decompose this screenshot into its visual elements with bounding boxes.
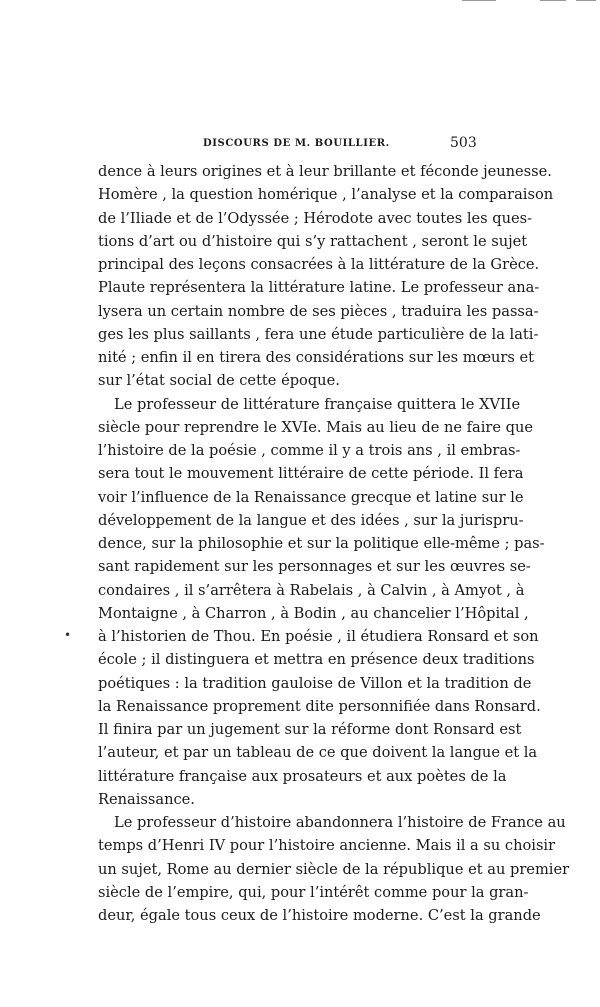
text-line: l’histoire de la poésie , comme il y a trois ans , il embras- xyxy=(98,442,521,459)
text-line: de l’Iliade et de l’Odyssée ; Hérodote avec toutes les ques- xyxy=(98,209,533,227)
text-line: principal des leçons consacrées à la littérature de la Grèce. xyxy=(98,256,540,273)
text-line: deur, égale tous ceux de l’histoire moderne. C’est la grande xyxy=(98,907,541,924)
text-line: temps d’Henri IV pour l’histoire ancienne. Mais il a su choisir xyxy=(98,837,556,855)
top-edge-rule xyxy=(462,0,496,1)
text-line: lysera un certain nombre de ses pièces , traduira les passa- xyxy=(98,302,539,320)
text-line: école ; il distinguera et mettra en présence deux traditions xyxy=(98,651,535,669)
text-line: ges les plus saillants , fera une étude particulière de la lati- xyxy=(98,325,539,343)
text-line: sera tout le mouvement littéraire de cette période. Il fera xyxy=(98,465,524,483)
text-line: Renaissance. xyxy=(98,790,195,808)
text-line: littérature française aux prosateurs et aux poètes de la xyxy=(98,767,507,785)
text-line: condaires , il s’arrêtera à Rabelais , à Calvin , à Amyot , à xyxy=(98,581,525,599)
text-line: dence, sur la philosophie et sur la politique elle-même ; pas- xyxy=(98,535,545,552)
text-line: sur l’état social de cette époque. xyxy=(98,372,340,390)
text-line: la Renaissance proprement dite personnifiée dans Ronsard. xyxy=(98,697,541,715)
text-line: tions d’art ou d’histoire qui s’y rattachent , seront le sujet xyxy=(98,232,528,250)
text-line: voir l’influence de la Renaissance grecque et latine sur le xyxy=(98,488,524,506)
text-line: sant rapidement sur les personnages et sur les œuvres se- xyxy=(98,558,531,576)
text-line: l’auteur, et par un tableau de ce que doivent la langue et la xyxy=(98,744,538,762)
text-line: à l’historien de Thou. En poésie , il étudiera Ronsard et son xyxy=(98,628,539,645)
text-line: nité ; enfin il en tirera des considérations sur les mœurs et xyxy=(98,349,535,366)
text-line: développement de la langue et des idées , sur la jurispru- xyxy=(98,511,524,529)
top-edge-rule xyxy=(576,0,596,1)
running-head xyxy=(0,135,600,158)
text-line: Homère , la question homérique , l’analyse et la comparaison xyxy=(98,186,554,204)
text-line: Il finira par un jugement sur la réforme dont Ronsard est xyxy=(98,721,522,738)
text-line: dence à leurs origines et à leur brillante et féconde jeunesse. xyxy=(98,163,552,180)
page-number: 503 xyxy=(450,135,477,151)
running-title: DISCOURS DE M. BOUILLIER. xyxy=(203,138,390,149)
text-line: Le professeur de littérature française quittera le XVIIe xyxy=(114,395,521,413)
text-line: un sujet, Rome au dernier siècle de la république et au premier xyxy=(98,860,570,878)
text-line: Plaute représentera la littérature latine. Le professeur ana- xyxy=(98,279,540,297)
body-text xyxy=(98,160,570,927)
text-line: Le professeur d’histoire abandonnera l’histoire de France au xyxy=(114,814,566,831)
text-line: siècle de l’empire, qui, pour l’intérêt comme pour la gran- xyxy=(98,883,529,901)
text-line: siècle pour reprendre le XVIe. Mais au lieu de ne faire que xyxy=(98,418,534,436)
top-edge-rule xyxy=(540,0,566,1)
margin-mark: • xyxy=(64,628,72,642)
text-line: Montaigne , à Charron , à Bodin , au chancelier l’Hôpital , xyxy=(98,604,529,622)
text-line: poétiques : la tradition gauloise de Villon et la tradition de xyxy=(98,674,532,692)
